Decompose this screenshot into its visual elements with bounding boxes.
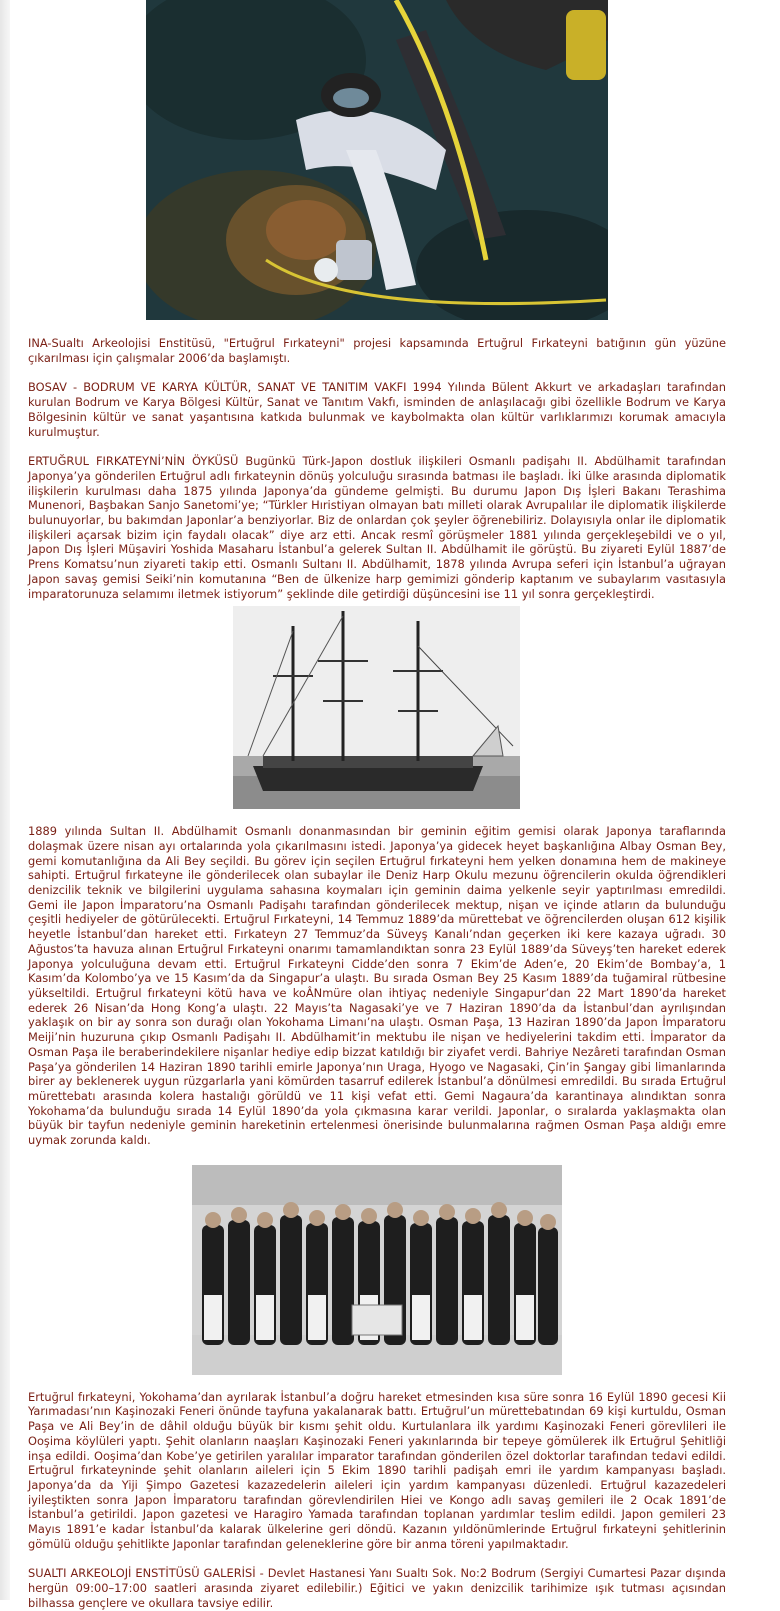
left-margin-rail: [0, 0, 10, 1600]
paragraph-ina-intro: INA-Sualtı Arkeolojisi Enstitüsü, "Ertuğrul Fırkateyni" projesi kapsamında Ertuğrul Fırkateyni batığının gün yüzüne çıkarılması için çalışmalar 2006’da başlamıştı.: [28, 336, 726, 365]
paragraph-gallery-info: SUALTI ARKEOLOJİ ENSTİTÜSÜ GALERİSİ - Devlet Hastanesi Yanı Sualtı Sok. No:2 Bodrum (Sergiyi Cumartesi Pazar dışında hergün 09:00–17:00 saatleri arasında ziyaret edilebilir.) Eğitici ve yakın denizcilik tarihimize ışık tutması açısından bilhassa gençlere ve okullara tavsiye edilir.: [28, 1566, 726, 1610]
diver-photo: [146, 0, 608, 320]
paragraph-frigate-story: ERTUĞRUL FIRKATEYNİ’NİN ÖYKÜSÜ Bugünkü Türk-Japon dostluk ilişkileri Osmanlı padişahı II. Abdülhamit tarafından Japonya’ya gönderilen Ertuğrul adlı fırkateynin dönüş yolculuğu sırasında batması ile başladı. İki ülke arasında diplomatik ilişkilerin kurulması daha 1875 yılında Japonya’da gündeme gelmişti. Bu durumu Japon Dış İşleri Bakanı Terashima Munenori, Başbakan Sanjo Sanetomi’ye; “Türkler Hıristiyan olmayan batı milleti olarak Avrupalılar ile diplomatik ilişkilerde bulunuyorlar, bu bakımdan Japonlar’a benziyorlar. Biz de onlardan çok şeyler öğrenebiliriz. Dolayısıyla onlar ile diplomatik ilişkileri açarsak bizim için faydalı olacak” diye arz etti. Ancak resmî görüşmeler 1881 yılında gerçekleşebildi ve o yıl, Japon Dış İşleri Müşaviri Yoshida Masaharu İstanbul’a gelerek Sultan II. Abdülhamit ile görüştü. Bu ziyareti Eylül 1887’de Prens Komatsu’nun ziyareti takip etti. Osmanlı Sultanı II. Abdülhamit, 1878 yılında Avrupa seferi için İstanbul’a uğrayan Japon savaş gemisi Seiki’nin komutanına “Ben de ülkenize harp gemimizi gönderip kaptanım ve subaylarım vasıtasıyla imparatorunuza selamımı iletmek istiyorum” şeklinde dile getirdiği düşüncesini ise 11 yıl sonra gerçekleştirdi.: [28, 454, 726, 601]
diver-illustration: [146, 0, 608, 320]
article-content: [28, 0, 726, 1611]
frigate-photo: [233, 606, 520, 809]
paragraph-voyage: 1889 yılında Sultan II. Abdülhamit Osmanlı donanmasından bir geminin eğitim gemisi olarak Japonya taraflarında dolaşmak üzere nisan ayı ortalarında yola çıkarılmasını istedi. Japonya’ya gidecek heyet başkanlığına Albay Osman Bey, gemi komutanlığına da Ali Bey seçildi. Bu görev için seçilen Ertuğrul fırkateyni hem yelken donamına hem de makineye sahipti. Ertuğrul fırkateyne ile gönderilecek olan subaylar ile Deniz Harp Okulu mezunu öğrencilerin okulda öğrendikleri denizcilik teknik ve bilgilerini uygulama sahasına koymaları için geminin daima yelkenle seyir yaptırılması emredildi. Gemi ile Japon İmparatoru’na Osmanlı Padişahı tarafından gönderilecek mektup, nişan ve içinde atların da bulunduğu çeşitli hediyeler de götürülecekti. Ertuğrul Fırkateyni, 14 Temmuz 1889’da mürettebat ve öğrencilerden oluşan 612 kişilik heyetle İstanbul’dan hareket etti. Fırkateyn 27 Temmuz’da Süveyş Kanalı’ndan geçerken iki kere kazaya uğradı. 30 Ağustos’ta havuza alınan Ertuğrul Fırkateyni onarımı tamamlandıktan sonra 23 Eylül 1889’da Süveyş’ten hareket ederek Japonya yolculuğuna devam etti. Ertuğrul Fırkateyni Cidde’den sonra 7 Ekim’de Aden’e, 20 Ekim’de Bombay’a, 1 Kasım’da Kolombo’ya ve 15 Kasım’da da Singapur’a ulaştı. Bu sırada Osman Bey 25 Kasım 1889’da tuğamiral rütbesine yükseltildi. Ertuğrul fırkateyni kötü hava ve koÂNmüre olan ihtiyaç nedeniyle Singapur’dan 22 Mart 1890’da hareket ederek 26 Nisan’da Hong Kong’a ulaştı. 22 Mayıs’ta Nagasaki’ye ve 7 Haziran 1890’da da İstanbul’dan ayrılışından yaklaşık on bir ay sonra son durağı olan Yokohama Limanı’na ulaştı. Osman Paşa, 13 Haziran 1890’da Japon İmparatoru Meiji’nin huzuruna çıkıp Osmanlı Padişahı II. Abdülhamit’in mektubu ile nişan ve hediyelerini takdim etti. İmparator da Osman Paşa ile beraberindekilere nişanlar hediye edip bizzat katıldığı bir ziyafet verdi. Bahriye Nezâreti tarafından Osman Paşa’ya gönderilen 14 Haziran 1890 tarihli emirle Japonya’nın Uraga, Hyogo ve Nagasaki, Çin’in Şangay gibi limanlarında birer ay beklenerek uygun rüzgarlarla yani kömürden tasarruf edilerek İstanbul’a dönülmesi emredildi. Bu sırada Ertuğrul mürettebatı arasında kolera hastalığı görüldü ve 11 kişi vefat etti. Gemi Nagaura’da karantinaya alındıktan sonra Yokohama’da bulunduğu sırada 14 Eylül 1890’da yola çıkmasına karar verildi. Japonlar, o sıralarda yaklaşmakta olan büyük bir tayfun nedeniyle geminin hareketinin ertelenmesi önerisinde bulunmalarına rağmen Osman Paşa aldığı emre uymak zorunda kaldı.: [28, 824, 726, 1148]
crew-illustration: [192, 1165, 562, 1375]
paragraph-sinking: Ertuğrul fırkateyni, Yokohama’dan ayrılarak İstanbul’a doğru hareket etmesinden kısa süre sonra 16 Eylül 1890 gecesi Kii Yarımadası’nın Kaşinozaki Feneri önünde tayfuna yakalanarak battı. Ertuğrul’un mürettebatından 69 kişi kurtuldu, Osman Paşa ve Ali Bey’in de dâhil olduğu büyük bir kısmı şehit oldu. Kurtulanlara ilk yardımı Kaşinozaki Feneri görevlileri ile Ooşima köylüleri yaptı. Şehit olanların naaşları Kaşinozaki Feneri yakınlarında bir tepeye gömülerek ilk Ertuğrul Şehitliği inşa edildi. Ooşima’dan Kobe’ye getirilen yaralılar imparator tarafından gönderilen özel doktorlar tarafından tedavi edildi. Ertuğrul fırkateyninde şehit olanların aileleri için 5 Ekim 1890 tarihli padişah emri ile yardım kampanyası başladı. Japonya’da da Yiji Şimpo Gazetesi kazazedelerin aileleri için yardım kampanyası düzenledi. Ertuğrul kazazedeleri iyileştikten sonra Japon İmparatoru tarafından görevlendirilen Hiei ve Kongo adlı savaş gemileri ile 2 Ocak 1891’de İstanbul’a getirildi. Japon gazetesi ve Haragiro Yamada tarafından toplanan yardımlar teslim edildi. Japon gemileri 23 Mayıs 1891’e kadar İstanbul’da kalarak ülkelerine geri döndü. Kazanın yıldönümlerinde Ertuğrul fırkateyni şehitlerinin gömülü olduğu şehitlikte Japonlar tarafından geleneklerine göre bir anma töreni yapılmaktadır.: [28, 1389, 726, 1551]
crew-photo: [192, 1165, 562, 1375]
frigate-illustration: [233, 606, 520, 809]
paragraph-bosav: BOSAV - BODRUM VE KARYA KÜLTÜR, SANAT VE TANITIM VAKFI 1994 Yılında Bülent Akkurt ve arkadaşları tarafından kurulan Bodrum ve Karya Bölgesi Kültür, Sanat ve Tanıtım Vakfı, isminden de anlaşılacağı gibi özellikle Bodrum ve Karya Bölgesinin kültür ve sanat yaşantısına katkıda bulunmak ve kaybolmakta olan kültür varlıklarımızı korumak amacıyla kurulmuştur.: [28, 380, 726, 439]
